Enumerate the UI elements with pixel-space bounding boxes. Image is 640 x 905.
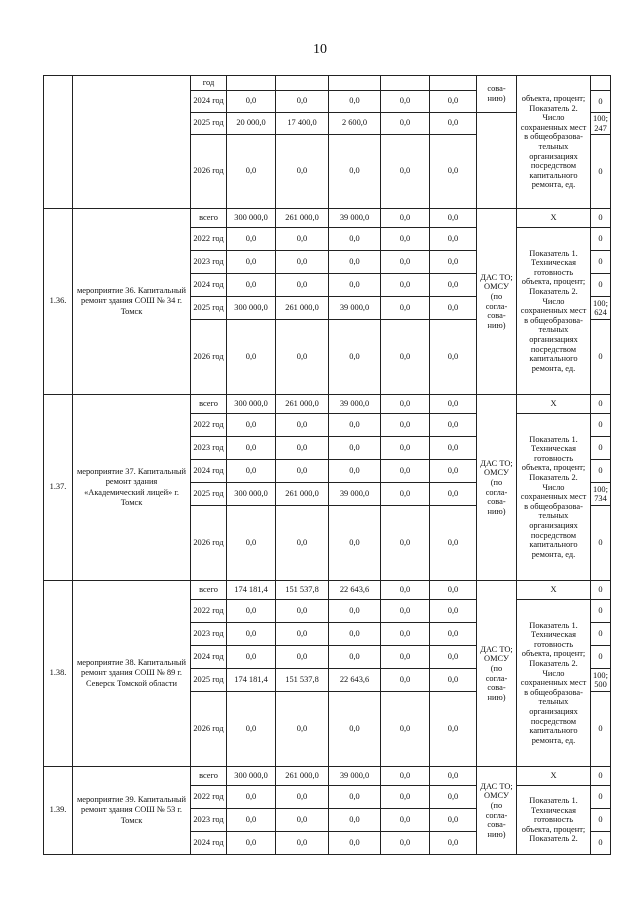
target-value: 0 [591,600,611,623]
indicator-placeholder: Х [517,209,591,228]
local-value: 0,0 [381,832,430,855]
federal-value: 0,0 [276,646,329,669]
regional-value: 39 000,0 [329,209,381,228]
federal-value: 0,0 [276,274,329,297]
local-value: 0,0 [381,483,430,506]
local-value: 0,0 [381,228,430,251]
federal-value: 0,0 [276,228,329,251]
total-value: 0,0 [227,786,276,809]
responsible-cell-blank [477,113,517,209]
federal-value: 261 000,0 [276,209,329,228]
target-value: 0 [591,209,611,228]
local-value: 0,0 [381,623,430,646]
target-value: 0 [591,228,611,251]
regional-value: 0,0 [329,506,381,581]
total-value: 0,0 [227,832,276,855]
extra-value: 0,0 [430,274,477,297]
extra-value: 0,0 [430,692,477,767]
year-cell: 2023 год [191,251,227,274]
table-row-total [44,581,611,600]
indicator-cell: объекта, процент; Показатель 2. Число сохраненных мест в общеобразова-тельных организациях посредством капитального ремонта, ед. [517,76,591,209]
target-value: 0 [591,692,611,767]
federal-value: 0,0 [276,623,329,646]
extra-value: 0,0 [430,832,477,855]
federal-value: 261 000,0 [276,483,329,506]
responsible-cell: ДАС ТО; ОМСУ (по согла-сова-нию) [477,767,517,855]
target-value: 0 [591,832,611,855]
federal-value: 0,0 [276,320,329,395]
responsible-cell: сова-нию) [477,76,517,113]
regional-value: 0,0 [329,623,381,646]
local-value: 0,0 [381,786,430,809]
federal-value: 0,0 [276,460,329,483]
extra-value: 0,0 [430,506,477,581]
local-value: 0,0 [381,135,430,209]
local-value: 0,0 [381,692,430,767]
local-value: 0,0 [381,767,430,786]
extra-value: 0,0 [430,251,477,274]
federal-value: 261 000,0 [276,297,329,320]
total-value: 0,0 [227,623,276,646]
federal-value: 0,0 [276,692,329,767]
activity-name: мероприятие 37. Капитальный ремонт здания «Академический лицей» г. Томск [73,395,191,581]
target-value: 0 [591,581,611,600]
total-value: 300 000,0 [227,483,276,506]
table-row-total [44,395,611,414]
target-value: 0 [591,623,611,646]
extra-value: 0,0 [430,414,477,437]
year-cell: 2024 год [191,274,227,297]
year-cell: 2022 год [191,228,227,251]
total-value: 174 181,4 [227,581,276,600]
local-value: 0,0 [381,437,430,460]
indicator-placeholder: Х [517,395,591,414]
total-value: 300 000,0 [227,395,276,414]
extra-value: 0,0 [430,209,477,228]
regional-value: 39 000,0 [329,395,381,414]
activity-name: мероприятие 39. Капитальный ремонт здания СОШ № 53 г. Томск [73,767,191,855]
regional-value: 0,0 [329,91,381,113]
target-value: 0 [591,414,611,437]
regional-value: 39 000,0 [329,297,381,320]
regional-value: 39 000,0 [329,483,381,506]
program-activities-table [43,75,611,855]
activity-number: 1.36. [44,209,73,395]
regional-value: 22 643,6 [329,581,381,600]
total-value: 300 000,0 [227,297,276,320]
target-value: 100; 247 [591,113,611,135]
regional-value: 0,0 [329,437,381,460]
federal-value: 0,0 [276,600,329,623]
target-value: 0 [591,809,611,832]
extra-value: 0,0 [430,669,477,692]
local-value: 0,0 [381,809,430,832]
regional-value: 0,0 [329,135,381,209]
year-cell: 2025 год [191,297,227,320]
total-value: 0,0 [227,600,276,623]
federal-value: 0,0 [276,437,329,460]
local-value: 0,0 [381,581,430,600]
local-value: 0,0 [381,646,430,669]
extra-value [430,76,477,91]
responsible-cell: ДАС ТО; ОМСУ (по согла-сова-нию) [477,395,517,581]
extra-value: 0,0 [430,623,477,646]
year-cell: 2025 год [191,669,227,692]
regional-value: 0,0 [329,320,381,395]
regional-value: 0,0 [329,646,381,669]
local-value: 0,0 [381,414,430,437]
page-number: 10 [313,42,327,57]
federal-value: 0,0 [276,809,329,832]
total-value: 0,0 [227,460,276,483]
extra-value: 0,0 [430,320,477,395]
year-cell: 2022 год [191,786,227,809]
federal-value: 0,0 [276,414,329,437]
extra-value: 0,0 [430,91,477,113]
regional-value: 39 000,0 [329,767,381,786]
total-value: 0,0 [227,506,276,581]
federal-value: 151 537,8 [276,669,329,692]
local-value [381,76,430,91]
target-value: 100; 734 [591,483,611,506]
year-cell: 2026 год [191,506,227,581]
total-value: 0,0 [227,135,276,209]
activity-number: 1.38. [44,581,73,767]
target-value: 0 [591,274,611,297]
local-value: 0,0 [381,460,430,483]
responsible-cell: ДАС ТО; ОМСУ (по согла-сова-нию) [477,581,517,767]
indicator-placeholder: Х [517,581,591,600]
total-value: 0,0 [227,809,276,832]
target-value: 0 [591,767,611,786]
total-value: 0,0 [227,320,276,395]
regional-value: 0,0 [329,460,381,483]
target-value: 0 [591,460,611,483]
target-value: 0 [591,251,611,274]
federal-value: 0,0 [276,506,329,581]
target-value: 0 [591,320,611,395]
year-cell: 2024 год [191,91,227,113]
target-value: 0 [591,646,611,669]
table-body [44,76,611,855]
local-value: 0,0 [381,113,430,135]
target-value: 0 [591,786,611,809]
total-value: 0,0 [227,646,276,669]
extra-value: 0,0 [430,581,477,600]
regional-value [329,76,381,91]
indicator-placeholder: Х [517,767,591,786]
total-value: 0,0 [227,692,276,767]
extra-value: 0,0 [430,809,477,832]
local-value: 0,0 [381,669,430,692]
local-value: 0,0 [381,297,430,320]
federal-value: 0,0 [276,786,329,809]
total-value: 300 000,0 [227,209,276,228]
total-label: всего [191,767,227,786]
regional-value: 0,0 [329,692,381,767]
target-value [591,76,611,91]
indicator-cell: Показатель 1. Техническая готовность объекта, процент; Показатель 2. Число сохраненных мест в общеобразова-тельных организациях посредством капитального ремонта, ед. [517,600,591,767]
extra-value: 0,0 [430,600,477,623]
activity-name-cell [73,76,191,209]
extra-value: 0,0 [430,460,477,483]
regional-value: 0,0 [329,251,381,274]
federal-value: 0,0 [276,832,329,855]
extra-value: 0,0 [430,113,477,135]
year-cell: 2026 год [191,692,227,767]
target-value: 100; 500 [591,669,611,692]
regional-value: 0,0 [329,809,381,832]
target-value: 0 [591,91,611,113]
extra-value: 0,0 [430,786,477,809]
year-cell: 2023 год [191,437,227,460]
regional-value: 0,0 [329,786,381,809]
regional-value: 0,0 [329,274,381,297]
local-value: 0,0 [381,600,430,623]
target-value: 100; 624 [591,297,611,320]
local-value: 0,0 [381,320,430,395]
federal-value: 261 000,0 [276,395,329,414]
year-cell: 2023 год [191,623,227,646]
federal-value: 0,0 [276,135,329,209]
year-cell: 2022 год [191,600,227,623]
federal-value: 0,0 [276,91,329,113]
year-cell: год [191,76,227,91]
regional-value: 0,0 [329,832,381,855]
extra-value: 0,0 [430,767,477,786]
federal-value: 261 000,0 [276,767,329,786]
target-value: 0 [591,135,611,209]
extra-value: 0,0 [430,395,477,414]
regional-value: 2 600,0 [329,113,381,135]
local-value: 0,0 [381,91,430,113]
extra-value: 0,0 [430,483,477,506]
federal-value: 17 400,0 [276,113,329,135]
responsible-cell: ДАС ТО; ОМСУ (по согла-сова-нию) [477,209,517,395]
total-value: 0,0 [227,437,276,460]
total-value [227,76,276,91]
total-label: всего [191,395,227,414]
target-value: 0 [591,506,611,581]
table-row-total [44,767,611,786]
local-value: 0,0 [381,395,430,414]
table-row-total [44,209,611,228]
regional-value: 0,0 [329,228,381,251]
indicator-cell: Показатель 1. Техническая готовность объекта, процент; Показатель 2. Число сохраненных мест в общеобразова-тельных организациях посредством капитального ремонта, ед. [517,414,591,581]
local-value: 0,0 [381,506,430,581]
indicator-cell: Показатель 1. Техническая готовность объекта, процент; Показатель 2. [517,786,591,855]
total-value: 300 000,0 [227,767,276,786]
year-cell: 2022 год [191,414,227,437]
year-cell: 2026 год [191,135,227,209]
year-cell: 2025 год [191,113,227,135]
activity-number: 1.37. [44,395,73,581]
year-cell: 2023 год [191,809,227,832]
extra-value: 0,0 [430,135,477,209]
table-row [44,76,611,91]
activity-name: мероприятие 36. Капитальный ремонт здания СОШ № 34 г. Томск [73,209,191,395]
local-value: 0,0 [381,209,430,228]
number-cell [44,76,73,209]
indicator-cell: Показатель 1. Техническая готовность объекта, процент; Показатель 2. Число сохраненных мест в общеобразова-тельных организациях посредством капитального ремонта, ед. [517,228,591,395]
target-value: 0 [591,437,611,460]
regional-value: 22 643,6 [329,669,381,692]
total-value: 0,0 [227,228,276,251]
target-value: 0 [591,395,611,414]
local-value: 0,0 [381,274,430,297]
total-value: 0,0 [227,414,276,437]
year-cell: 2026 год [191,320,227,395]
activity-name: мероприятие 38. Капитальный ремонт здания СОШ № 89 г. Северск Томской области [73,581,191,767]
federal-value: 0,0 [276,251,329,274]
extra-value: 0,0 [430,297,477,320]
year-cell: 2025 год [191,483,227,506]
federal-value: 151 537,8 [276,581,329,600]
total-value: 0,0 [227,274,276,297]
local-value: 0,0 [381,251,430,274]
extra-value: 0,0 [430,228,477,251]
regional-value: 0,0 [329,414,381,437]
extra-value: 0,0 [430,646,477,669]
year-cell: 2024 год [191,832,227,855]
federal-value [276,76,329,91]
total-value: 20 000,0 [227,113,276,135]
total-value: 0,0 [227,251,276,274]
total-label: всего [191,209,227,228]
total-value: 174 181,4 [227,669,276,692]
year-cell: 2024 год [191,646,227,669]
regional-value: 0,0 [329,600,381,623]
year-cell: 2024 год [191,460,227,483]
total-label: всего [191,581,227,600]
total-value: 0,0 [227,91,276,113]
activity-number: 1.39. [44,767,73,855]
extra-value: 0,0 [430,437,477,460]
